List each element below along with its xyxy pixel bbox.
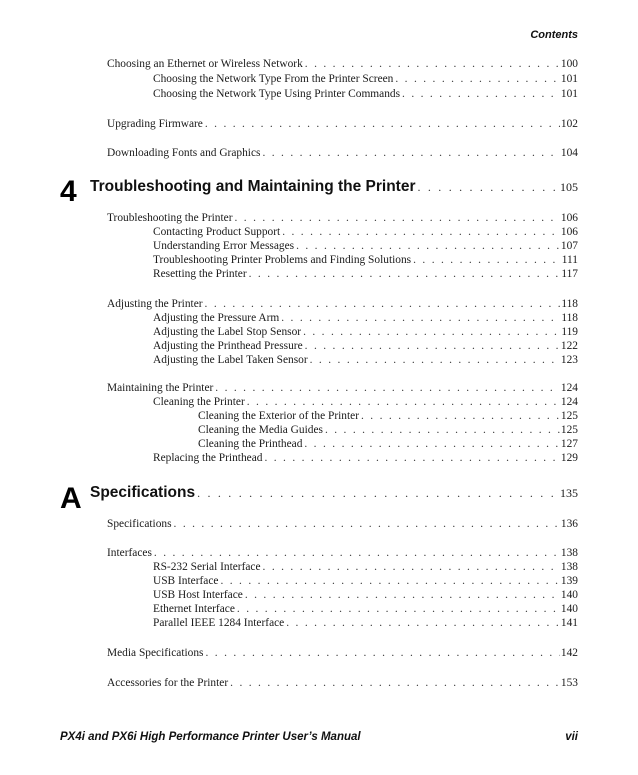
- toc-entry[interactable]: [153, 451, 578, 465]
- toc-entry[interactable]: [107, 57, 578, 71]
- toc-entry-page: 138: [560, 561, 578, 573]
- toc-entry-page: 138: [560, 547, 578, 559]
- toc-entry[interactable]: [107, 517, 578, 531]
- dot-leader: [282, 225, 560, 239]
- toc-entry-title: Adjusting the Label Stop Sensor: [153, 326, 302, 338]
- toc-entry-title: Maintaining the Printer: [107, 382, 214, 394]
- toc-entry-title: Cleaning the Printer: [153, 396, 245, 408]
- appendix-title: Specifications: [90, 484, 196, 501]
- dot-leader: [402, 87, 560, 101]
- appendix-page: 135: [560, 486, 578, 500]
- toc-entry-page: 119: [561, 326, 578, 338]
- toc-entry-title: Adjusting the Printer: [107, 298, 203, 310]
- toc-entry[interactable]: [107, 297, 578, 311]
- toc-entry-page: 140: [560, 589, 578, 601]
- toc-entry[interactable]: [107, 646, 578, 660]
- toc-entry[interactable]: [153, 574, 578, 588]
- toc-entry[interactable]: [107, 381, 578, 395]
- toc-entry-page: 153: [560, 677, 578, 689]
- chapter-page: 105: [560, 180, 578, 194]
- toc-entry-title: Accessories for the Printer: [107, 677, 229, 689]
- toc-entry[interactable]: [153, 353, 578, 367]
- toc-entry-page: 106: [560, 212, 578, 224]
- dot-leader: [418, 180, 557, 195]
- toc-entry-title: Adjusting the Printhead Pressure: [153, 340, 303, 352]
- toc-entry[interactable]: [153, 225, 578, 239]
- toc-entry-page: 104: [560, 147, 578, 159]
- toc-entry-title: Adjusting the Pressure Arm: [153, 312, 280, 324]
- dot-leader: [305, 57, 560, 71]
- toc-entry-title: Troubleshooting Printer Problems and Finding Solutions: [153, 254, 412, 266]
- page-number: vii: [565, 731, 578, 743]
- toc-entry[interactable]: [153, 616, 578, 630]
- toc-entry-title: Adjusting the Label Taken Sensor: [153, 354, 308, 366]
- toc-entry-title: Choosing an Ethernet or Wireless Network: [107, 58, 303, 70]
- dot-leader: [413, 253, 561, 267]
- toc-entry-page: 136: [560, 518, 578, 530]
- toc-entry[interactable]: [107, 117, 578, 131]
- toc-entry-title: Troubleshooting the Printer: [107, 212, 233, 224]
- toc-entry[interactable]: [153, 253, 578, 267]
- toc-entry[interactable]: [153, 267, 578, 281]
- toc-entry-page: 118: [561, 298, 578, 310]
- toc-entry[interactable]: [153, 311, 578, 325]
- toc-entry-title: Replacing the Printhead: [153, 452, 263, 464]
- toc-entry-title: Resetting the Printer: [153, 268, 247, 280]
- toc-entry-title: Parallel IEEE 1284 Interface: [153, 617, 285, 629]
- chapter-number: 4: [60, 175, 77, 208]
- dot-leader: [197, 486, 556, 501]
- toc-entry-title: USB Host Interface: [153, 589, 243, 601]
- dot-leader: [174, 517, 560, 531]
- toc-entry[interactable]: [107, 546, 578, 560]
- dot-leader: [205, 117, 560, 131]
- toc-entry-page: 107: [560, 240, 578, 252]
- toc-entry-title: Downloading Fonts and Graphics: [107, 147, 261, 159]
- toc-entry-title: Specifications: [107, 518, 172, 530]
- dot-leader: [249, 267, 561, 281]
- toc-entry-page: 124: [560, 396, 578, 408]
- dot-leader: [361, 409, 560, 423]
- toc-entry[interactable]: [153, 395, 578, 409]
- toc-entry-page: 111: [561, 254, 578, 266]
- toc-entry-title: Choosing the Network Type Using Printer Commands: [153, 88, 401, 100]
- dot-leader: [263, 560, 560, 574]
- toc-entry-page: 106: [560, 226, 578, 238]
- toc-entry[interactable]: [153, 588, 578, 602]
- dot-leader: [395, 72, 560, 86]
- dot-leader: [286, 616, 560, 630]
- dot-leader: [205, 646, 559, 660]
- toc-entry[interactable]: [153, 560, 578, 574]
- dot-leader: [230, 676, 560, 690]
- running-header: Contents: [530, 29, 578, 41]
- dot-leader: [247, 395, 560, 409]
- toc-entry-page: 102: [560, 118, 578, 130]
- toc-entry-page: 142: [560, 647, 578, 659]
- toc-entry[interactable]: [153, 87, 578, 101]
- toc-entry-title: Choosing the Network Type From the Printer Screen: [153, 73, 394, 85]
- toc-entry-page: 140: [560, 603, 578, 615]
- toc-entry-page: 141: [560, 617, 578, 629]
- toc-entry-title: Ethernet Interface: [153, 603, 235, 615]
- toc-entry-page: 117: [561, 268, 578, 280]
- toc-entry[interactable]: [107, 211, 578, 225]
- dot-leader: [220, 574, 559, 588]
- toc-entry-title: Interfaces: [107, 547, 152, 559]
- toc-entry-page: 101: [560, 88, 578, 100]
- toc-entry-page: 124: [560, 382, 578, 394]
- dot-leader: [264, 451, 559, 465]
- toc-entry-page: 139: [560, 575, 578, 587]
- dot-leader: [304, 437, 560, 451]
- toc-entry-title: RS-232 Serial Interface: [153, 561, 261, 573]
- dot-leader: [154, 546, 560, 560]
- toc-entry-title: Contacting Product Support: [153, 226, 281, 238]
- chapter-heading[interactable]: [90, 178, 578, 198]
- toc-entry[interactable]: [107, 146, 578, 160]
- toc-entry-page: 125: [560, 410, 578, 422]
- toc-entry[interactable]: [153, 239, 578, 253]
- toc-entry-title: Cleaning the Printhead: [198, 438, 303, 450]
- toc-entry-page: 127: [560, 438, 578, 450]
- toc-entry-title: Understanding Error Messages: [153, 240, 295, 252]
- toc-entry[interactable]: [153, 72, 578, 86]
- toc-entry[interactable]: [153, 339, 578, 353]
- dot-leader: [215, 381, 560, 395]
- dot-leader: [235, 211, 560, 225]
- dot-leader: [205, 297, 561, 311]
- dot-leader: [237, 602, 560, 616]
- dot-leader: [305, 339, 560, 353]
- dot-leader: [296, 239, 560, 253]
- toc-entry-title: Cleaning the Media Guides: [198, 424, 323, 436]
- toc-entry-page: 101: [560, 73, 578, 85]
- dot-leader: [262, 146, 559, 160]
- toc-entry-page: 100: [560, 58, 578, 70]
- chapter-title: Troubleshooting and Maintaining the Printer: [90, 178, 416, 195]
- toc-entry-title: Upgrading Firmware: [107, 118, 203, 130]
- dot-leader: [310, 353, 560, 367]
- dot-leader: [325, 423, 560, 437]
- toc-entry[interactable]: [198, 437, 578, 451]
- toc-entry-title: USB Interface: [153, 575, 219, 587]
- toc-entry-page: 118: [561, 312, 578, 324]
- toc-entry[interactable]: [153, 602, 578, 616]
- dot-leader: [281, 311, 560, 325]
- toc-entry[interactable]: [153, 325, 578, 339]
- dot-leader: [245, 588, 560, 602]
- appendix-heading[interactable]: [90, 484, 578, 504]
- toc-entry[interactable]: [198, 409, 578, 423]
- dot-leader: [303, 325, 560, 339]
- toc-entry-title: Cleaning the Exterior of the Printer: [198, 410, 360, 422]
- toc-entry-page: 123: [560, 354, 578, 366]
- manual-title: PX4i and PX6i High Performance Printer User’s Manual: [60, 731, 361, 743]
- toc-entry[interactable]: [107, 676, 578, 690]
- appendix-letter: A: [60, 482, 82, 515]
- toc-entry-title: Media Specifications: [107, 647, 204, 659]
- toc-entry-page: 129: [560, 452, 578, 464]
- toc-entry-page: 122: [560, 340, 578, 352]
- toc-entry-page: 125: [560, 424, 578, 436]
- toc-entry[interactable]: [198, 423, 578, 437]
